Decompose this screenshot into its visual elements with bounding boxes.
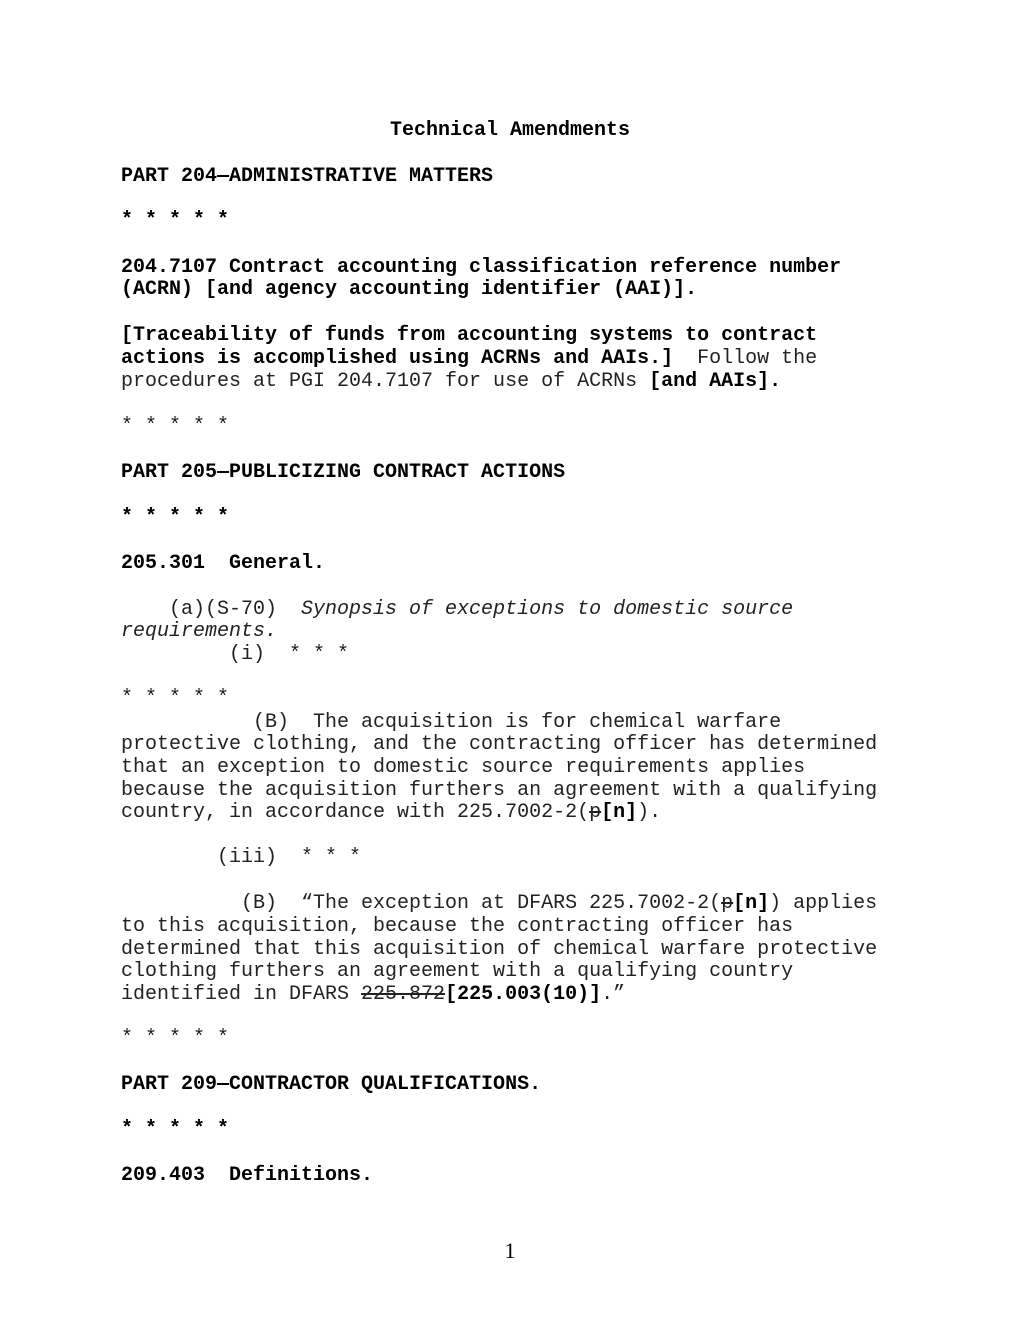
paragraph-iii — [121, 847, 361, 869]
part-204-heading — [121, 166, 493, 188]
text: ). — [637, 801, 662, 824]
paragraph-iii-b-line — [121, 984, 625, 1006]
paragraph-204-line — [121, 371, 781, 393]
text: ) applies — [769, 892, 878, 915]
section-204-7107-heading — [121, 257, 841, 279]
bold-text: [n] — [601, 801, 638, 824]
page-number: 1 — [504, 1238, 516, 1263]
text: identified in DFARS — [121, 983, 362, 1006]
paragraph-iii-b-line — [121, 893, 877, 915]
paragraph-iii-b-line — [121, 961, 793, 983]
bold-text: 204.7107 Contract accounting classification reference number — [121, 256, 842, 279]
text: country, in accordance with 225.7002-2( — [121, 801, 590, 824]
text: procedures at PGI 204.7107 for use of ACRNs — [121, 370, 650, 393]
omission-stars — [121, 416, 229, 438]
bold-text: [and AAIs]. — [649, 370, 782, 393]
deleted-text: p — [721, 892, 734, 915]
deleted-text: 225.872 — [361, 983, 446, 1006]
omission-stars — [121, 507, 229, 529]
text: (i) * * * — [121, 643, 350, 666]
paragraph-a-s70 — [121, 599, 793, 621]
paragraph-b-line — [121, 802, 661, 824]
paragraph-204-line — [121, 348, 817, 370]
bold-text: (ACRN) [and agency accounting identifier (AAI)]. — [121, 278, 698, 301]
italic-text: Synopsis of exceptions to domestic source — [301, 598, 794, 621]
bold-text: PART 205—PUBLICIZING CONTRACT ACTIONS — [121, 461, 566, 484]
part-209-heading — [121, 1074, 541, 1096]
bold-text: PART 209—CONTRACTOR QUALIFICATIONS. — [121, 1073, 542, 1096]
paragraph-b-line — [121, 734, 877, 756]
text: (B) “The exception at DFARS 225.7002-2( — [121, 892, 722, 915]
bold-text: [225.003(10)] — [445, 983, 602, 1006]
text: protective clothing, and the contracting officer has determined — [121, 733, 878, 756]
paragraph-b-line — [121, 780, 877, 802]
part-205-heading — [121, 462, 565, 484]
text: clothing furthers an agreement with a qualifying country — [121, 960, 794, 983]
bold-text: * * * * * — [121, 1118, 230, 1141]
section-204-7107-heading-cont — [121, 279, 697, 301]
paragraph-b-line — [121, 757, 805, 779]
text: (iii) * * * — [121, 846, 362, 869]
text: Follow the — [673, 347, 818, 370]
bold-text: 209.403 Definitions. — [121, 1164, 374, 1187]
paragraph-b-line — [121, 712, 781, 734]
bold-text: actions is accomplished using ACRNs and AAIs.] — [121, 347, 674, 370]
paragraph-i — [121, 644, 349, 666]
paragraph-iii-b-line — [121, 939, 877, 961]
omission-stars — [121, 688, 229, 710]
paragraph-204-line — [121, 325, 817, 347]
text: (a)(S-70) — [121, 598, 302, 621]
bold-text: * * * * * — [121, 209, 230, 232]
paragraph-iii-b-line — [121, 916, 793, 938]
text: that an exception to domestic source requirements applies — [121, 756, 806, 779]
text: * * * * * — [121, 415, 230, 438]
document-title — [0, 120, 1020, 142]
bold-text: * * * * * — [121, 506, 230, 529]
text: because the acquisition furthers an agreement with a qualifying — [121, 779, 878, 802]
text: to this acquisition, because the contracting officer has — [121, 915, 794, 938]
omission-stars — [121, 210, 229, 232]
bold-text: [Traceability of funds from accounting systems to contract — [121, 324, 818, 347]
section-209-403-heading — [121, 1165, 373, 1187]
bold-text: 205.301 General. — [121, 552, 326, 575]
deleted-text: p — [589, 801, 602, 824]
text: * * * * * — [121, 1027, 230, 1050]
bold-text: PART 204—ADMINISTRATIVE MATTERS — [121, 165, 494, 188]
omission-stars — [121, 1119, 229, 1141]
section-205-301-heading — [121, 553, 325, 575]
text: .” — [601, 983, 626, 1006]
paragraph-a-s70-cont — [121, 621, 277, 643]
italic-text: requirements. — [121, 620, 278, 643]
text: * * * * * — [121, 687, 230, 710]
bold-text: Technical Amendments — [389, 119, 631, 142]
omission-stars — [121, 1028, 229, 1050]
bold-text: [n] — [733, 892, 770, 915]
text: (B) The acquisition is for chemical warfare — [121, 711, 782, 734]
text: determined that this acquisition of chemical warfare protective — [121, 938, 878, 961]
